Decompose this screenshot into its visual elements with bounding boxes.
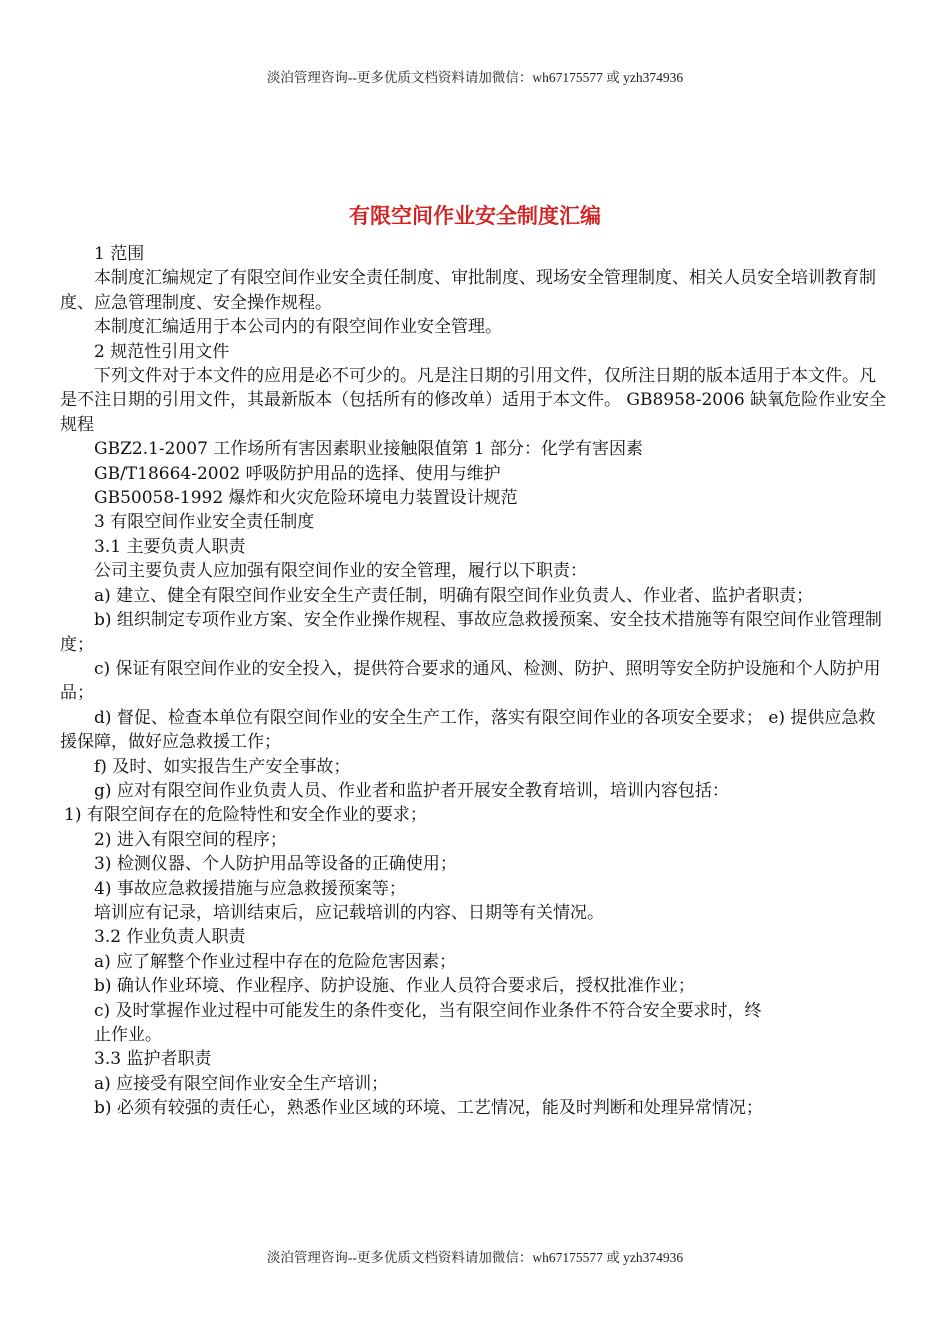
subsection-heading: 3.1 主要负责人职责 bbox=[94, 536, 246, 557]
reference-item: GB50058-1992 爆炸和火灾危险环境电力装置设计规范 bbox=[94, 488, 518, 509]
list-item: c) 及时掌握作业过程中可能发生的条件变化，当有限空间作业条件不符合安全要求时，终 bbox=[94, 1000, 762, 1021]
list-item: a) 应接受有限空间作业安全生产培训； bbox=[94, 1073, 389, 1094]
section-heading: 2 规范性引用文件 bbox=[94, 341, 230, 362]
page-footer: 淡泊管理咨询--更多优质文档资料请加微信：wh67175577 或 yzh374936 bbox=[266, 1250, 684, 1265]
document-body bbox=[60, 242, 892, 1121]
list-item: b) 必须有较强的责任心，熟悉作业区域的环境、工艺情况，能及时判断和处理异常情况； bbox=[94, 1098, 763, 1119]
list-item-continuation: 止作业。 bbox=[94, 1025, 162, 1045]
list-item: a) 应了解整个作业过程中存在的危险危害因素； bbox=[94, 951, 457, 972]
list-item: 3) 检测仪器、个人防护用品等设备的正确使用； bbox=[94, 854, 457, 875]
body-paragraph: 本制度汇编规定了有限空间作业安全责任制度、审批制度、现场安全管理制度、相关人员安全培训教育制度、应急管理制度、安全操作规程。 bbox=[60, 268, 876, 313]
list-item: b) 组织制定专项作业方案、安全作业操作规程、事故应急救援预案、安全技术措施等有限空间作业管理制度； bbox=[60, 610, 882, 655]
list-item: c) 保证有限空间作业的安全投入，提供符合要求的通风、检测、防护、照明等安全防护设施和个人防护用品； bbox=[60, 658, 881, 704]
list-item: 2) 进入有限空间的程序； bbox=[94, 829, 287, 850]
list-item: a) 建立、健全有限空间作业安全生产责任制，明确有限空间作业负责人、作业者、监护者职责； bbox=[94, 585, 814, 606]
document-title: 有限空间作业安全制度汇编 bbox=[349, 204, 601, 228]
page-header: 淡泊管理咨询--更多优质文档资料请加微信：wh67175577 或 yzh374936 bbox=[266, 70, 684, 85]
subsection-heading: 3.2 作业负责人职责 bbox=[94, 927, 246, 948]
subsection-heading: 3.3 监护者职责 bbox=[94, 1049, 212, 1070]
list-item: 1) 有限空间存在的危险特性和安全作业的要求； bbox=[64, 805, 427, 826]
body-paragraph: 公司主要负责人应加强有限空间作业的安全管理，履行以下职责： bbox=[94, 561, 587, 582]
list-item: d) 督促、检查本单位有限空间作业的安全生产工作，落实有限空间作业的各项安全要求； e) 提供应急救援保障，做好应急救援工作； bbox=[60, 707, 876, 753]
list-item: b) 确认作业环境、作业程序、防护设施、作业人员符合要求后，授权批准作业； bbox=[94, 976, 695, 997]
list-item: f) 及时、如实报告生产安全事故； bbox=[94, 756, 351, 777]
body-paragraph: 下列文件对于本文件的应用是必不可少的。凡是注日期的引用文件，仅所注日期的版本适用于本文件。凡是不注日期的引用文件，其最新版本（包括所有的修改单）适用于本文件。 GB8958-2006 缺氧危险作业安全规程 bbox=[60, 366, 887, 435]
section-heading: 1 范围 bbox=[94, 244, 145, 264]
list-item: 4) 事故应急救援措施与应急救援预案等； bbox=[94, 878, 406, 899]
body-paragraph: 培训应有记录，培训结束后，应记载培训的内容、日期等有关情况。 bbox=[94, 902, 604, 923]
body-paragraph: 本制度汇编适用于本公司内的有限空间作业安全管理。 bbox=[94, 317, 502, 338]
reference-item: GBZ2.1-2007 工作场所有害因素职业接触限值第 1 部分：化学有害因素 bbox=[94, 439, 643, 460]
list-item: g) 应对有限空间作业负责人员、作业者和监护者开展安全教育培训，培训内容包括： bbox=[94, 780, 729, 801]
section-heading: 3 有限空间作业安全责任制度 bbox=[94, 512, 315, 533]
reference-item: GB/T18664-2002 呼吸防护用品的选择、使用与维护 bbox=[94, 463, 501, 484]
